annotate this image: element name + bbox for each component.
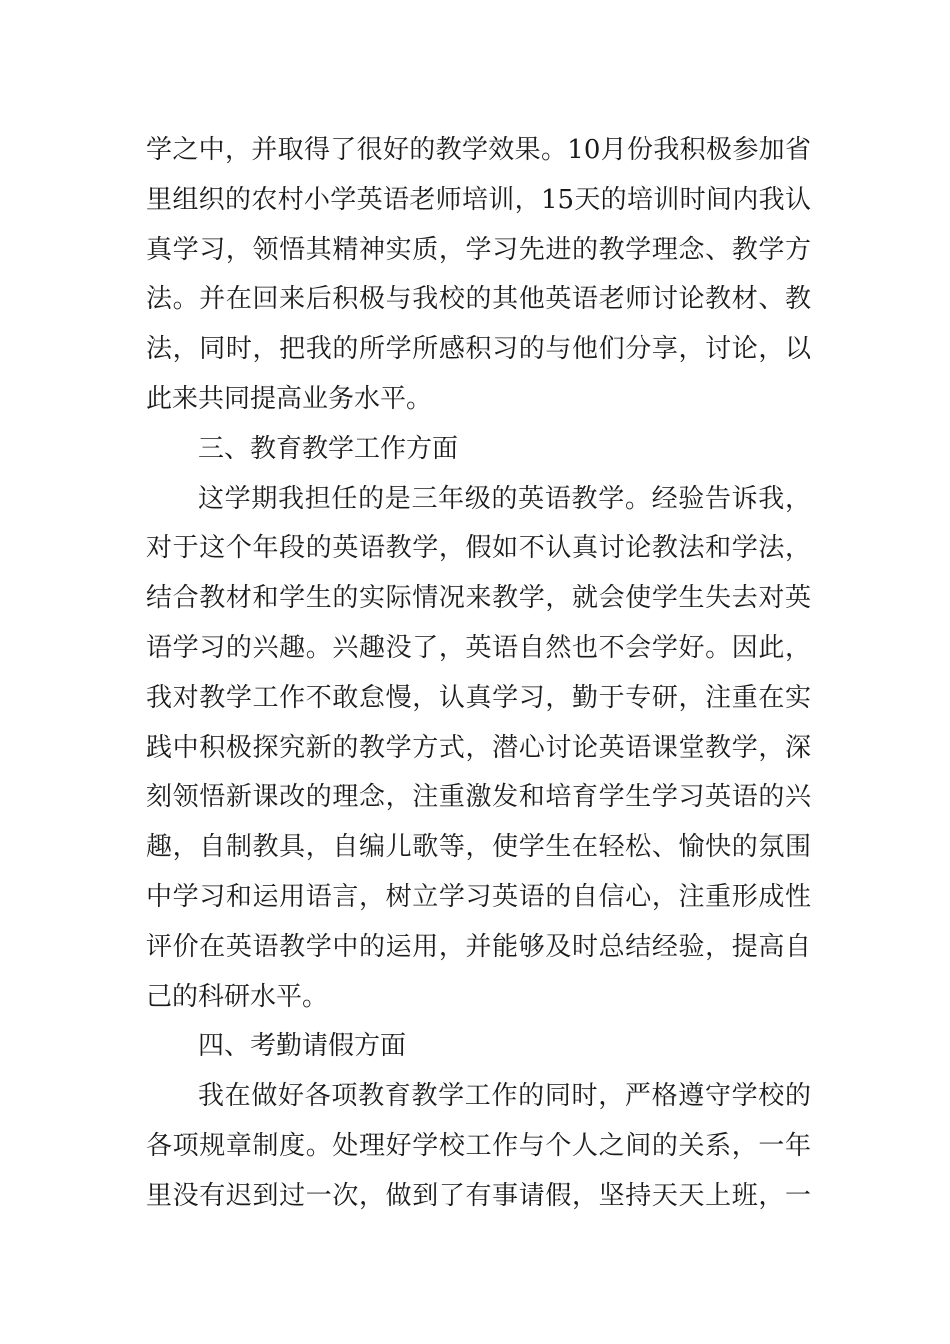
text-line: 结合教材和学生的实际情况来教学，就会使学生失去对英	[146, 583, 811, 614]
text-line: 己的科研水平。	[146, 981, 329, 1012]
text-line: 里组织的农村小学英语老师培训，15天的培训时间内我认	[146, 184, 811, 215]
text-line: 我对教学工作不敢怠慢，认真学习，勤于专研，注重在实	[146, 682, 811, 713]
text-line: 学之中，并取得了很好的教学效果。10月份我积极参加省	[146, 135, 811, 165]
text-line: 趣，自制教具，自编儿歌等，使学生在轻松、愉快的氛围	[146, 832, 811, 863]
text-line: 真学习，领悟其精神实质，学习先进的教学理念、教学方	[146, 234, 811, 265]
section-heading-teaching: 三、教育教学工作方面	[198, 433, 459, 464]
text-line: 践中积极探究新的教学方式，潜心讨论英语课堂教学，深	[146, 732, 811, 763]
text-line: 评价在英语教学中的运用，并能够及时总结经验，提高自	[146, 931, 811, 962]
text-line: 这学期我担任的是三年级的英语教学。经验告诉我，	[198, 483, 811, 514]
document-body	[146, 126, 811, 1222]
text-line: 里没有迟到过一次，做到了有事请假，坚持天天上班，一	[146, 1180, 811, 1211]
text-line: 此来共同提高业务水平。	[146, 383, 433, 414]
text-line: 刻领悟新课改的理念，注重激发和培育学生学习英语的兴	[146, 782, 811, 813]
text-line: 语学习的兴趣。兴趣没了，英语自然也不会学好。因此，	[146, 632, 811, 663]
text-line: 各项规章制度。处理好学校工作与个人之间的关系，一年	[146, 1130, 811, 1161]
section-heading-attendance: 四、考勤请假方面	[198, 1031, 407, 1062]
text-line: 法，同时，把我的所学所感积习的与他们分享，讨论，以	[146, 334, 811, 365]
text-line: 我在做好各项教育教学工作的同时，严格遵守学校的	[198, 1081, 811, 1112]
text-line: 对于这个年段的英语教学，假如不认真讨论教法和学法，	[146, 533, 811, 564]
text-line: 法。并在回来后积极与我校的其他英语老师讨论教材、教	[146, 284, 811, 315]
text-line: 中学习和运用语言，树立学习英语的自信心，注重形成性	[146, 881, 811, 912]
